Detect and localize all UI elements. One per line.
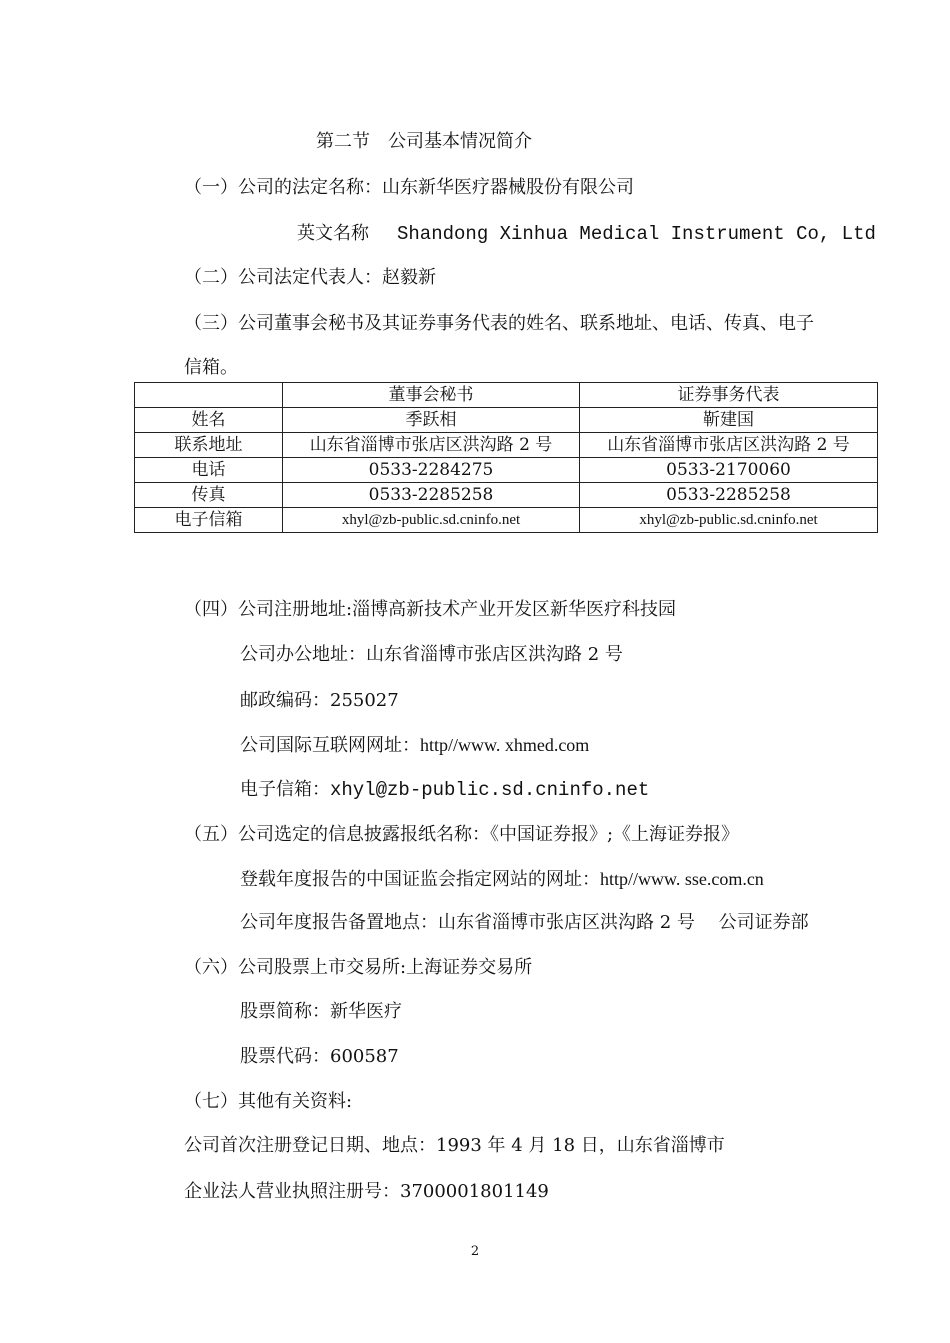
business-license-number: 企业法人营业执照注册号：3700001801149 [184, 1181, 549, 1202]
table-header-cell: 董事会秘书 [283, 383, 580, 408]
english-name-row [297, 222, 876, 246]
rep-cell: 靳建国 [580, 408, 878, 433]
section-title: 第二节 公司基本情况简介 [316, 131, 532, 152]
first-registration: 公司首次注册登记日期、地点：1993 年 4 月 18 日，山东省淄博市 [184, 1135, 725, 1156]
page-number: 2 [470, 1244, 480, 1259]
rep-cell: 山东省淄博市张店区洪沟路 2 号 [580, 433, 878, 458]
stock-abbreviation: 股票简称：新华医疗 [240, 1001, 402, 1022]
email-value: xhyl@zb-public.sd.cninfo.net [330, 779, 650, 801]
website-row [240, 733, 589, 758]
table-row [135, 458, 878, 483]
row-label: 联系地址 [135, 433, 283, 458]
table-row [135, 433, 878, 458]
secretary-heading-line-2: 信箱。 [184, 357, 238, 378]
secretary-cell: 0533-2285258 [283, 483, 580, 508]
table-row [135, 483, 878, 508]
legal-name: （一）公司的法定名称：山东新华医疗器械股份有限公司 [184, 177, 634, 198]
english-name-label: 英文名称 [297, 223, 369, 244]
row-label: 传真 [135, 483, 283, 508]
legal-representative: （二）公司法定代表人：赵毅新 [184, 267, 436, 288]
other-info-heading: （七）其他有关资料: [184, 1091, 353, 1112]
postcode: 邮政编码：255027 [240, 690, 399, 711]
csrc-website-label: 登载年度报告的中国证监会指定网站的网址： [240, 869, 600, 890]
table-header-cell: 证券事务代表 [580, 383, 878, 408]
secretary-heading-line-1: （三）公司董事会秘书及其证券事务代表的姓名、联系地址、电话、传真、电子 [184, 313, 814, 334]
rep-cell: 0533-2170060 [580, 458, 878, 483]
table-row [135, 508, 878, 533]
website-label: 公司国际互联网网址： [240, 735, 420, 756]
registered-address: （四）公司注册地址:淄博高新技术产业开发区新华医疗科技园 [184, 599, 677, 620]
row-label: 电话 [135, 458, 283, 483]
rep-cell: 0533-2285258 [580, 483, 878, 508]
website-value: http//www. xhmed.com [420, 735, 590, 755]
office-address: 公司办公地址：山东省淄博市张店区洪沟路 2 号 [240, 644, 623, 665]
email-row [240, 778, 649, 802]
secretary-cell: 山东省淄博市张店区洪沟路 2 号 [283, 433, 580, 458]
table-header-cell [135, 383, 283, 408]
secretary-cell: 0533-2284275 [283, 458, 580, 483]
report-location: 公司年度报告备置地点：山东省淄博市张店区洪沟路 2 号 公司证券部 [240, 912, 809, 933]
stock-code: 股票代码：600587 [240, 1046, 399, 1067]
english-name: Shandong Xinhua Medical Instrument Co, Ltd [397, 223, 876, 245]
secretary-cell: xhyl@zb-public.sd.cninfo.net [283, 508, 580, 533]
csrc-website-value: http//www. sse.com.cn [600, 869, 764, 889]
table-row [135, 408, 878, 433]
table-header-row [135, 383, 878, 408]
secretary-cell: 季跃相 [283, 408, 580, 433]
row-label: 姓名 [135, 408, 283, 433]
rep-cell: xhyl@zb-public.sd.cninfo.net [580, 508, 878, 533]
csrc-website-row [240, 867, 764, 892]
contact-table [134, 382, 878, 533]
email-label: 电子信箱： [240, 779, 330, 800]
row-label: 电子信箱 [135, 508, 283, 533]
disclosure-newspapers: （五）公司选定的信息披露报纸名称：《中国证券报》;《上海证券报》 [184, 824, 740, 845]
stock-exchange: （六）公司股票上市交易所:上海证券交易所 [184, 957, 533, 978]
